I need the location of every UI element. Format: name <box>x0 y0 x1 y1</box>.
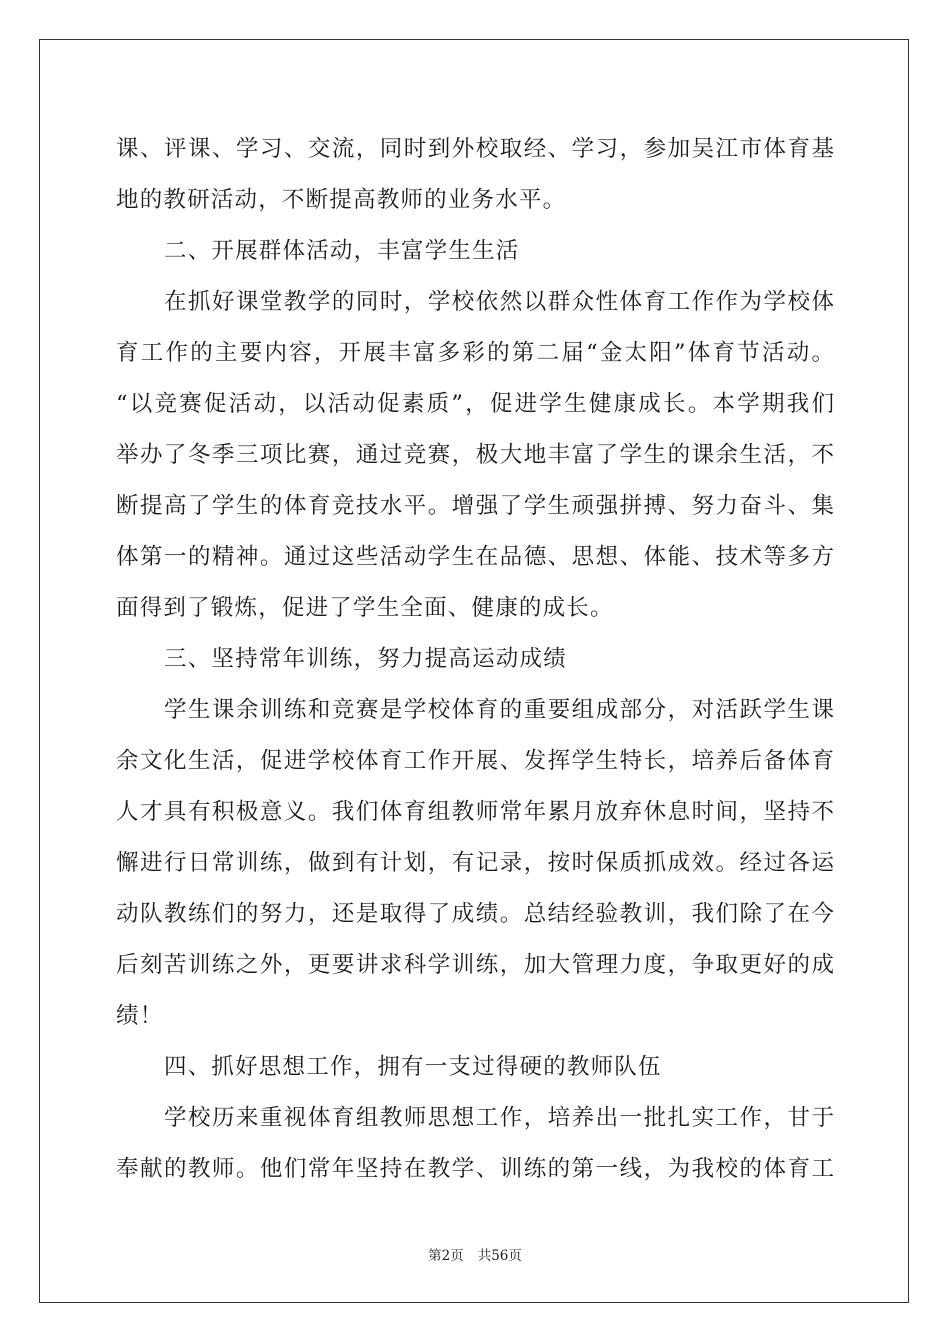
text-line: 地的教研活动，不断提高教师的业务水平。 <box>116 187 567 213</box>
text-line: 断提高了学生的体育竞技水平。增强了学生顽强拼搏、努力奋斗、集 <box>116 493 834 519</box>
text-line: 面得到了锻炼，促进了学生全面、健康的成长。 <box>116 595 614 621</box>
section-heading: 四、抓好思想工作，拥有一支过得硬的教师队伍 <box>164 1054 662 1080</box>
text-line: 懈进行日常训练，做到有计划，有记录，按时保质抓成效。经过各运 <box>116 850 834 876</box>
text-line: “以竞赛促活动，以活动促素质”，促进学生健康成长。本学期我们 <box>116 391 834 417</box>
section-heading: 三、坚持常年训练，努力提高运动成绩 <box>164 646 567 672</box>
text-line: 在抓好课堂教学的同时，学校依然以群众性体育工作作为学校体 <box>164 289 834 315</box>
text-line: 课、评课、学习、交流，同时到外校取经、学习，参加吴江市体育基 <box>116 136 834 162</box>
text-line: 奉献的教师。他们常年坚持在教学、训练的第一线，为我校的体育工 <box>116 1156 834 1182</box>
page-total: 共56页 <box>477 1248 522 1264</box>
document-body <box>116 124 834 1195</box>
text-line: 体第一的精神。通过这些活动学生在品德、思想、体能、技术等多方 <box>116 544 834 570</box>
page-footer <box>0 1244 950 1264</box>
text-line: 余文化生活，促进学校体育工作开展、发挥学生特长，培养后备体育 <box>116 748 834 774</box>
text-line: 动队教练们的努力，还是取得了成绩。总结经验教训，我们除了在今 <box>116 901 834 927</box>
section-heading: 二、开展群体活动，丰富学生生活 <box>164 238 520 264</box>
text-line: 人才具有积极意义。我们体育组教师常年累月放弃休息时间，坚持不 <box>116 799 834 825</box>
text-line: 学校历来重视体育组教师思想工作，培养出一批扎实工作，甘于 <box>164 1105 834 1131</box>
text-line: 绩！ <box>116 1003 164 1029</box>
page-number: 第2页 <box>428 1248 464 1264</box>
text-line: 举办了冬季三项比赛，通过竞赛，极大地丰富了学生的课余生活，不 <box>116 442 834 468</box>
text-line: 后刻苦训练之外，更要讲求科学训练，加大管理力度，争取更好的成 <box>116 952 834 978</box>
text-line: 学生课余训练和竞赛是学校体育的重要组成部分，对活跃学生课 <box>164 697 834 723</box>
text-line: 育工作的主要内容，开展丰富多彩的第二届“金太阳”体育节活动。 <box>116 340 834 366</box>
